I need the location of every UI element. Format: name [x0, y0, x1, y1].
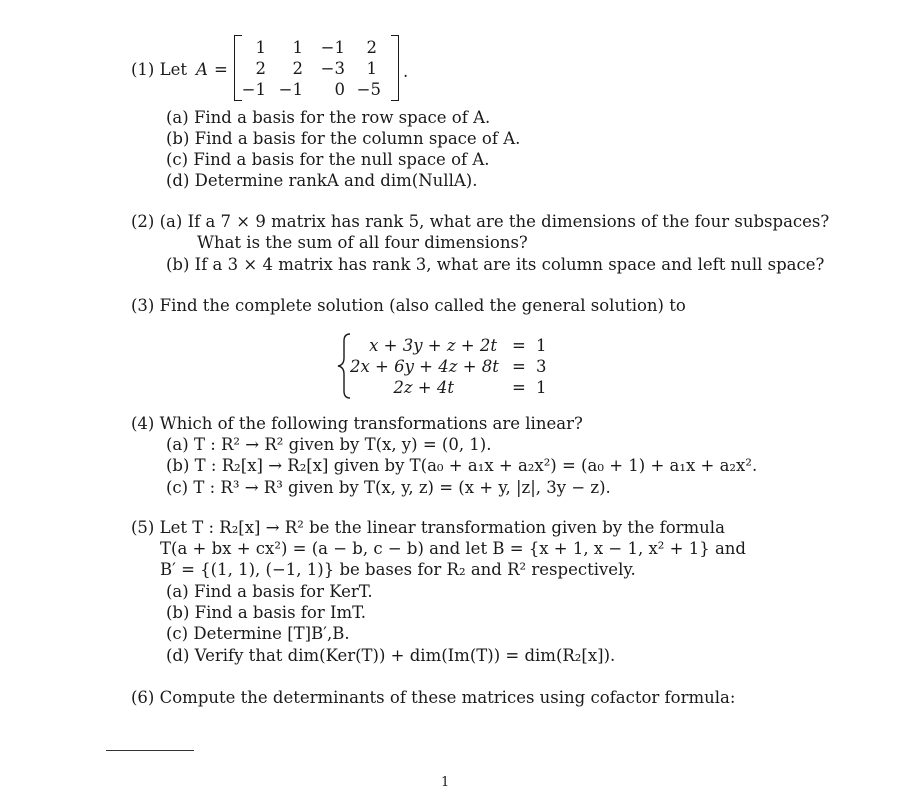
- problem-1c: (c) Find a basis for the null space of A.: [166, 150, 490, 169]
- problem-4a: (a) T : R² → R² given by T(x, y) = (0, 1).: [166, 435, 492, 454]
- matrix-cell: 1: [366, 59, 377, 78]
- matrix-cell: −5: [356, 80, 381, 99]
- problem-2a-line1: (2) (a) If a 7 × 9 matrix has rank 5, what are the dimensions of the four subspaces?: [131, 212, 830, 231]
- problem-6-prompt: (6) Compute the determinants of these matrices using cofactor formula:: [131, 688, 736, 707]
- problem-4b: (b) T : R₂[x] → R₂[x] given by T(a₀ + a₁x + a₂x²) = (a₀ + 1) + a₁x + a₂x².: [166, 456, 758, 475]
- equation-1-eq: =: [512, 336, 526, 355]
- matrix-name: A: [196, 60, 208, 79]
- matrix-cell: 0: [334, 80, 345, 99]
- matrix-cell: −1: [320, 38, 345, 57]
- equation-3-rhs: 1: [536, 378, 547, 397]
- equals-sign: =: [214, 60, 228, 79]
- equation-2-rhs: 3: [536, 357, 547, 376]
- page-number: 1: [441, 775, 450, 790]
- footnote-rule: [106, 750, 194, 751]
- problem-5b: (b) Find a basis for ImT.: [166, 603, 366, 622]
- equation-3-lhs: 2z + 4t: [393, 378, 454, 397]
- equation-2-eq: =: [512, 357, 526, 376]
- matrix-cell: 1: [292, 38, 303, 57]
- problem-2a-line2: What is the sum of all four dimensions?: [197, 233, 528, 252]
- trailing-period: .: [403, 62, 409, 81]
- equation-3-eq: =: [512, 378, 526, 397]
- problem-5c: (c) Determine [T]B′,B.: [166, 624, 350, 643]
- matrix-cell: −1: [278, 80, 303, 99]
- problem-3-prompt: (3) Find the complete solution (also called the general solution) to: [131, 296, 686, 315]
- matrix-cell: 1: [255, 38, 266, 57]
- problem-5-line1: (5) Let T : R₂[x] → R² be the linear transformation given by the formula: [131, 518, 725, 537]
- problem-2b: (b) If a 3 × 4 matrix has rank 3, what are its column space and left null space?: [166, 255, 825, 274]
- problem-4-prompt: (4) Which of the following transformations are linear?: [131, 414, 583, 433]
- problem-4c: (c) T : R³ → R³ given by T(x, y, z) = (x + y, |z|, 3y − z).: [166, 478, 611, 497]
- problem-1-label: (1) Let: [131, 60, 187, 79]
- matrix-cell: −1: [241, 80, 266, 99]
- matrix-cell: −3: [320, 59, 345, 78]
- problem-1d: (d) Determine rankA and dim(NullA).: [166, 171, 478, 190]
- matrix-cell: 2: [255, 59, 266, 78]
- equation-1-lhs: x + 3y + z + 2t: [369, 336, 497, 355]
- right-bracket: [391, 35, 399, 101]
- matrix-cell: 2: [366, 38, 377, 57]
- equation-1-rhs: 1: [536, 336, 547, 355]
- problem-5-line3: B′ = {(1, 1), (−1, 1)} be bases for R₂ and R² respectively.: [160, 560, 636, 579]
- problem-5a: (a) Find a basis for KerT.: [166, 582, 373, 601]
- problem-1b: (b) Find a basis for the column space of A.: [166, 129, 521, 148]
- equation-2-lhs: 2x + 6y + 4z + 8t: [350, 357, 499, 376]
- problem-5d: (d) Verify that dim(Ker(T)) + dim(Im(T)) = dim(R₂[x]).: [166, 646, 616, 665]
- problem-5-line2: T(a + bx + cx²) = (a − b, c − b) and let B = {x + 1, x − 1, x² + 1} and: [160, 539, 746, 558]
- problem-1a: (a) Find a basis for the row space of A.: [166, 108, 491, 127]
- matrix-cell: 2: [292, 59, 303, 78]
